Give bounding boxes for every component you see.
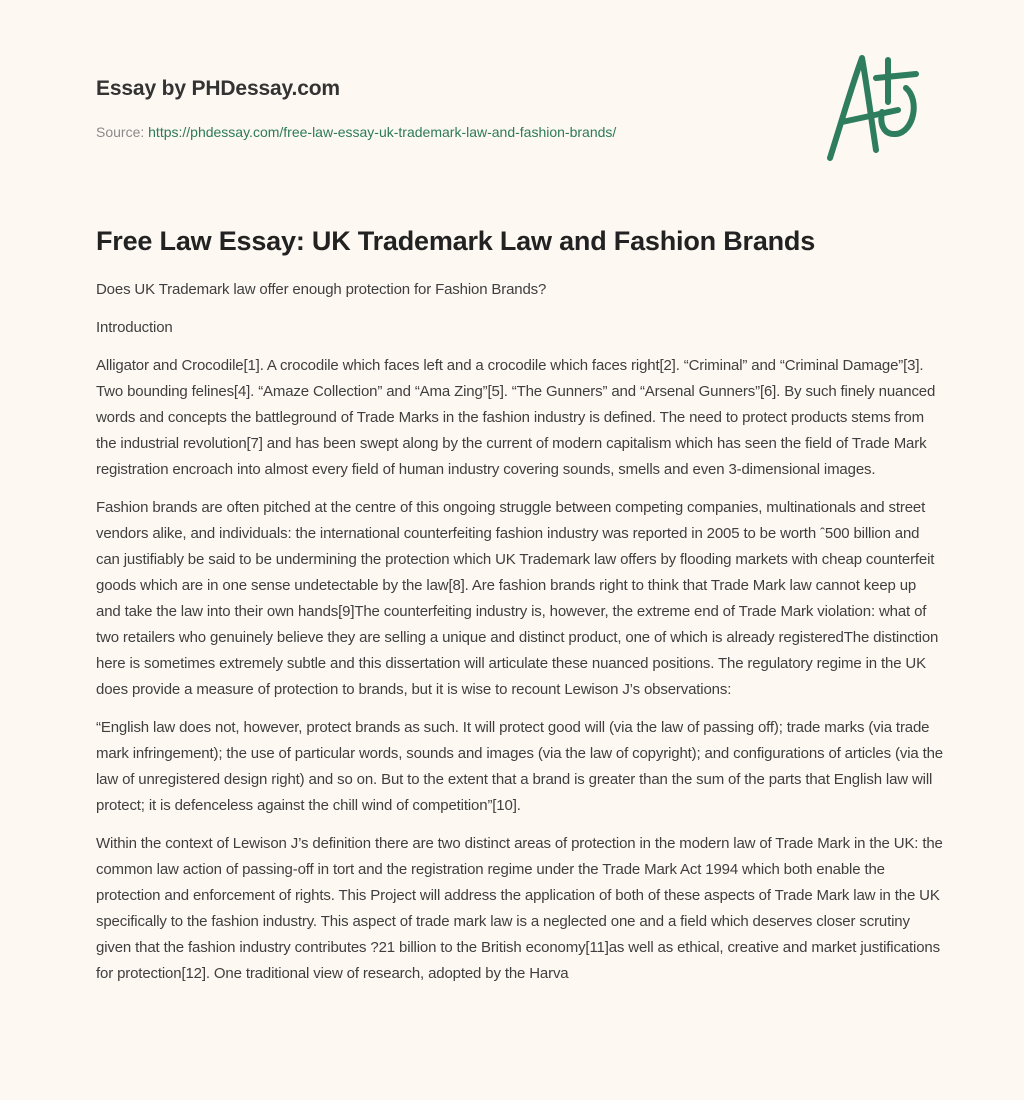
site-title: Essay by PHDessay.com [96,77,340,100]
page-header [96,76,936,140]
article-paragraph: Within the context of Lewison J’s definition there are two distinct areas of protection in the modern law of Trade Mark in the UK: the common law action of passing-off in tort and the registration regime under the Trade Mark Act 1994 which both enable the protection and enforcement of rights. This Project will address the application of both of these aspects of Trade Mark law in the UK specifically to the fashion industry. This aspect of trade mark law is a neglected one and a field which deserves closer scrutiny given that the fashion industry contributes ?21 billion to the British economy[11]as well as ethical, creative and market justifications for protection[12]. One traditional view of research, adopted by the Harva [96,835,943,982]
article-question: Does UK Trademark law offer enough protection for Fashion Brands? [96,281,547,298]
article [96,226,944,999]
article-quote: “English law does not, however, protect brands as such. It will protect good will (via the law of passing off); trade marks (via trade mark infringement); the use of particular words, sounds and images (via the law of copyright); and configurations of articles (via the law of unregistered design right) and so on. But to the extent that a brand is greater than the sum of the parts that English law will protect; it is defenceless against the chill wind of competition”[10]. [96,719,943,814]
a-plus-grade-logo-icon [820,40,930,165]
source-line [96,124,936,140]
source-label: Source: [96,124,145,140]
article-paragraph: Fashion brands are often pitched at the centre of this ongoing struggle between competing companies, multinationals and street vendors alike, and individuals: the international counterfeiting fashion industry was reported in 2005 to be worth ˆ500 billion and can justifiably be said to be undermining the protection which UK Trademark law offers by flooding markets with cheap counterfeit goods which are in one sense undetectable by the law[8]. Are fashion brands right to think that Trade Mark law cannot keep up and take the law into their own hands[9]The counterfeiting industry is, however, the extreme end of Trade Mark violation: what of two retailers who genuinely believe they are selling a unique and distinct product, one of which is already registeredThe distinction here is sometimes extremely subtle and this dissertation will articulate these nuanced positions. The regulatory regime in the UK does provide a measure of protection to brands, but it is wise to recount Lewison J’s observations: [96,499,939,698]
source-link[interactable]: https://phdessay.com/free-law-essay-uk-trademark-law-and-fashion-brands/ [148,124,617,140]
article-title: Free Law Essay: UK Trademark Law and Fashion Brands [96,226,816,256]
article-paragraph: Alligator and Crocodile[1]. A crocodile which faces left and a crocodile which faces right[2]. “Criminal” and “Criminal Damage”[3]. Two bounding felines[4]. “Amaze Collection” and “Ama Zing”[5]. “The Gunners” and “Arsenal Gunners”[6]. By such finely nuanced words and concepts the battleground of Trade Marks in the fashion industry is defined. The need to protect products stems from the industrial revolution[7] and has been swept along by the current of modern capitalism which has seen the field of Trade Mark registration encroach into almost every field of human industry covering sounds, smells and even 3-dimensional images. [96,357,936,478]
section-heading-introduction: Introduction [96,319,173,336]
